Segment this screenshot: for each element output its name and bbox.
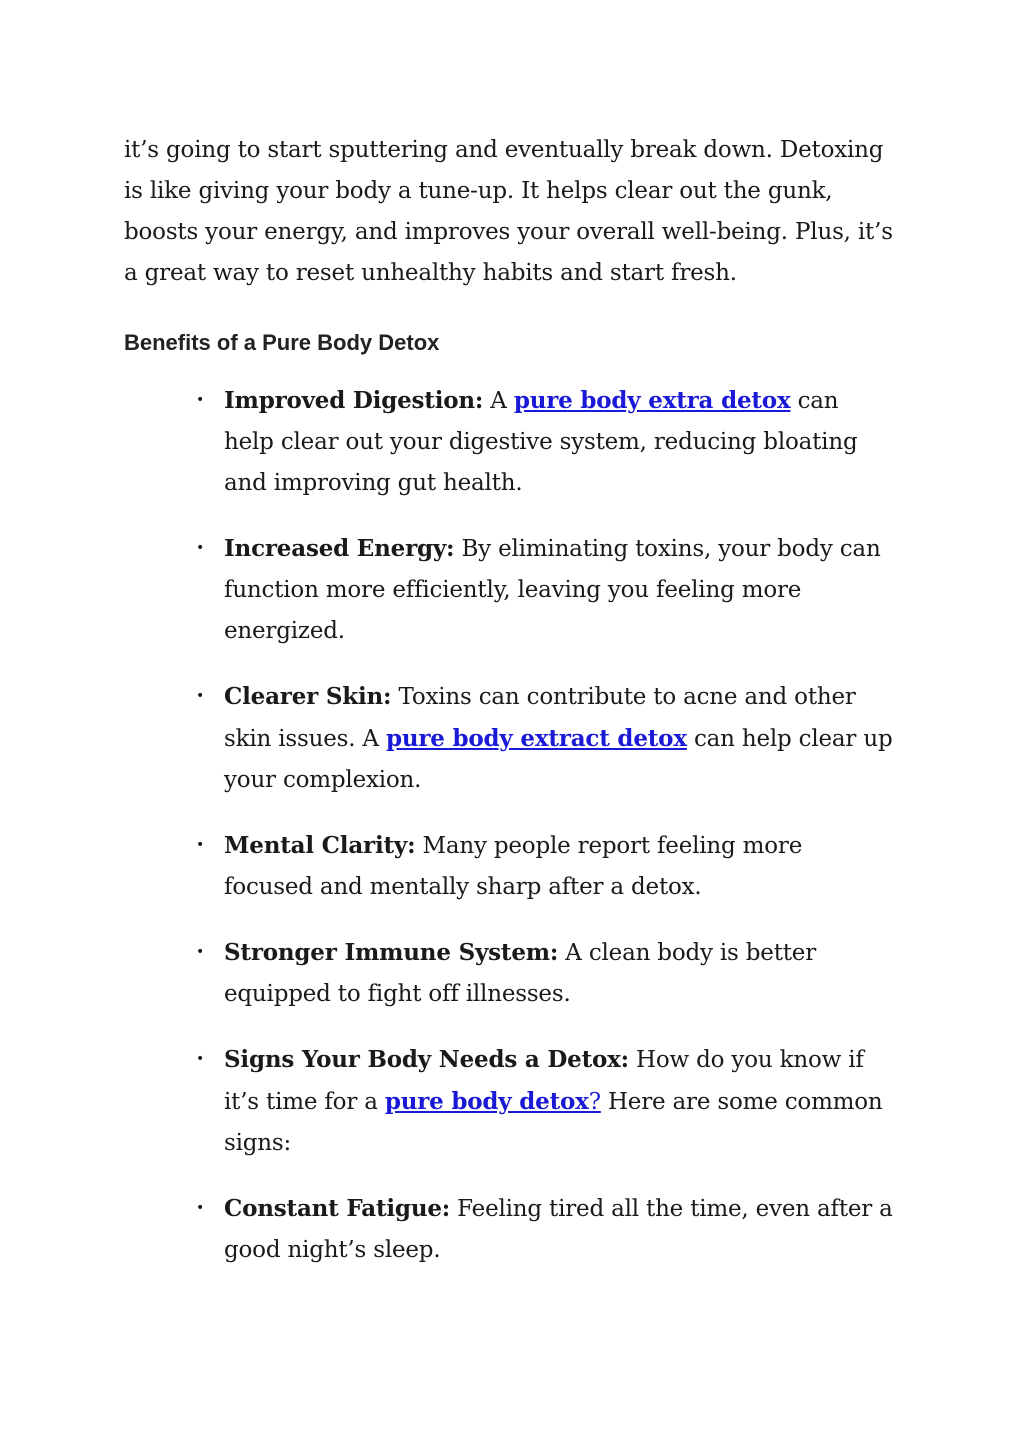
list-item-increased-energy	[124, 528, 894, 652]
benefit-text: How do you know if it’s time for a	[224, 1047, 864, 1115]
bullet-icon: •	[196, 392, 205, 408]
intro-paragraph: it’s going to start sputtering and eventually break down. Detoxing is like giving your body a tune-up. It helps clear out the gunk, boosts your energy, and improves your overall well-being. Plus, it’s a great way to reset unhealthy habits and start fresh.	[124, 137, 893, 286]
section-heading: Benefits of a Pure Body Detox	[124, 330, 440, 355]
bullet-icon: •	[196, 1200, 205, 1216]
pure-body-extract-detox-link[interactable]: pure body extract detox	[385, 725, 687, 752]
benefit-term: Clearer Skin:	[224, 683, 392, 710]
benefits-list	[124, 380, 894, 1271]
bullet-icon: •	[196, 944, 205, 960]
benefit-text: Many people report feeling more focused and mentally sharp after a detox.	[224, 833, 803, 900]
benefit-text: A	[483, 388, 514, 414]
benefit-term: Constant Fatigue:	[224, 1195, 451, 1222]
pure-body-extra-detox-link[interactable]: pure body extra detox	[513, 387, 791, 414]
benefit-term: Stronger Immune System:	[224, 939, 559, 966]
benefit-text: A clean body is better equipped to fight off illnesses.	[224, 940, 816, 1007]
bullet-icon: •	[196, 837, 205, 853]
document-page	[124, 130, 894, 1295]
benefit-text: By eliminating toxins, your body can function more efficiently, leaving you feeling more energized.	[224, 536, 881, 644]
bullet-icon: •	[196, 1051, 205, 1067]
benefit-text-after: can help clear up your complexion.	[224, 726, 893, 793]
list-item-mental-clarity	[124, 825, 894, 908]
benefit-text: Feeling tired all the time, even after a good night’s sleep.	[224, 1196, 893, 1263]
benefit-term: Signs Your Body Needs a Detox:	[224, 1046, 629, 1073]
pure-body-detox-link[interactable]: pure body detox	[384, 1088, 589, 1115]
list-item-constant-fatigue	[124, 1188, 894, 1271]
list-item-clearer-skin	[124, 676, 894, 801]
list-item-improved-digestion	[124, 380, 894, 504]
benefit-term: Mental Clarity:	[224, 832, 416, 859]
benefit-term: Increased Energy:	[224, 535, 455, 562]
benefit-term: Improved Digestion:	[224, 387, 484, 414]
benefit-text-after: can help clear out your digestive system, reducing bloating and improving gut health.	[224, 388, 858, 496]
benefit-text: Toxins can contribute to acne and other skin issues. A	[224, 684, 856, 752]
pure-body-detox-link-question-mark[interactable]: ?	[588, 1089, 601, 1115]
list-item-stronger-immune-system	[124, 932, 894, 1015]
bullet-icon: •	[196, 688, 205, 704]
list-item-signs-body-needs-detox	[124, 1039, 894, 1164]
bullet-icon: •	[196, 540, 205, 556]
benefit-text-after: Here are some common signs:	[224, 1089, 883, 1156]
